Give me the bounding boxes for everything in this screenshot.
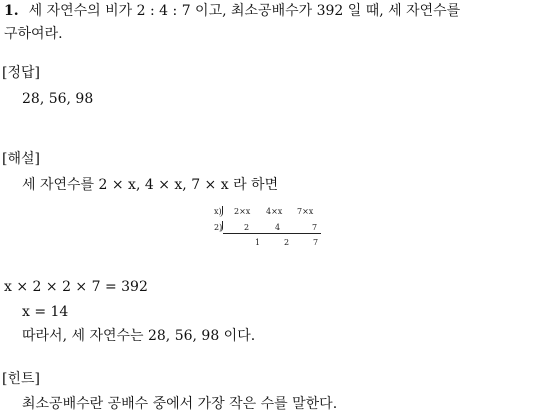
solution-header: [해설] bbox=[2, 151, 40, 167]
diagram-cell: 2×x bbox=[234, 207, 251, 216]
solution-conclusion: 따라서, 세 자연수는 28, 56, 98 이다. bbox=[22, 328, 256, 344]
x-value: x = 14 bbox=[22, 304, 69, 320]
diagram-bracket bbox=[218, 206, 223, 217]
diagram-cell: 1 bbox=[255, 238, 261, 247]
diagram-divisor-x: x) bbox=[214, 207, 222, 216]
diagram-bracket bbox=[218, 221, 223, 232]
diagram-cell: 2 bbox=[244, 223, 250, 232]
diagram-cell: 7 bbox=[312, 223, 318, 232]
diagram-cell: 7×x bbox=[297, 207, 314, 216]
diagram-cell: 4×x bbox=[266, 207, 283, 216]
division-diagram bbox=[212, 206, 324, 250]
diagram-underline bbox=[223, 233, 321, 234]
diagram-divisor-2: 2) bbox=[214, 223, 223, 232]
problem-text-line1: 세 자연수의 비가 2 : 4 : 7 이고, 최소공배수가 392 일 때, 세 자연수를 bbox=[28, 3, 461, 19]
answer-header: [정답] bbox=[2, 65, 40, 81]
problem-number: 1. bbox=[4, 3, 19, 19]
diagram-cell: 7 bbox=[313, 238, 319, 247]
diagram-cell: 4 bbox=[275, 223, 281, 232]
solution-setup: 세 자연수를 2 × x, 4 × x, 7 × x 라 하면 bbox=[22, 177, 279, 193]
problem-text-line2: 구하여라. bbox=[4, 26, 63, 42]
answer-values: 28, 56, 98 bbox=[22, 91, 94, 107]
hint-text: 최소공배수란 공배수 중에서 가장 작은 수를 말한다. bbox=[22, 396, 338, 412]
lcm-equation: x × 2 × 2 × 7 = 392 bbox=[4, 279, 148, 295]
hint-header: [힌트] bbox=[2, 371, 40, 387]
diagram-cell: 2 bbox=[284, 238, 290, 247]
problem-statement-line1 bbox=[4, 4, 460, 18]
